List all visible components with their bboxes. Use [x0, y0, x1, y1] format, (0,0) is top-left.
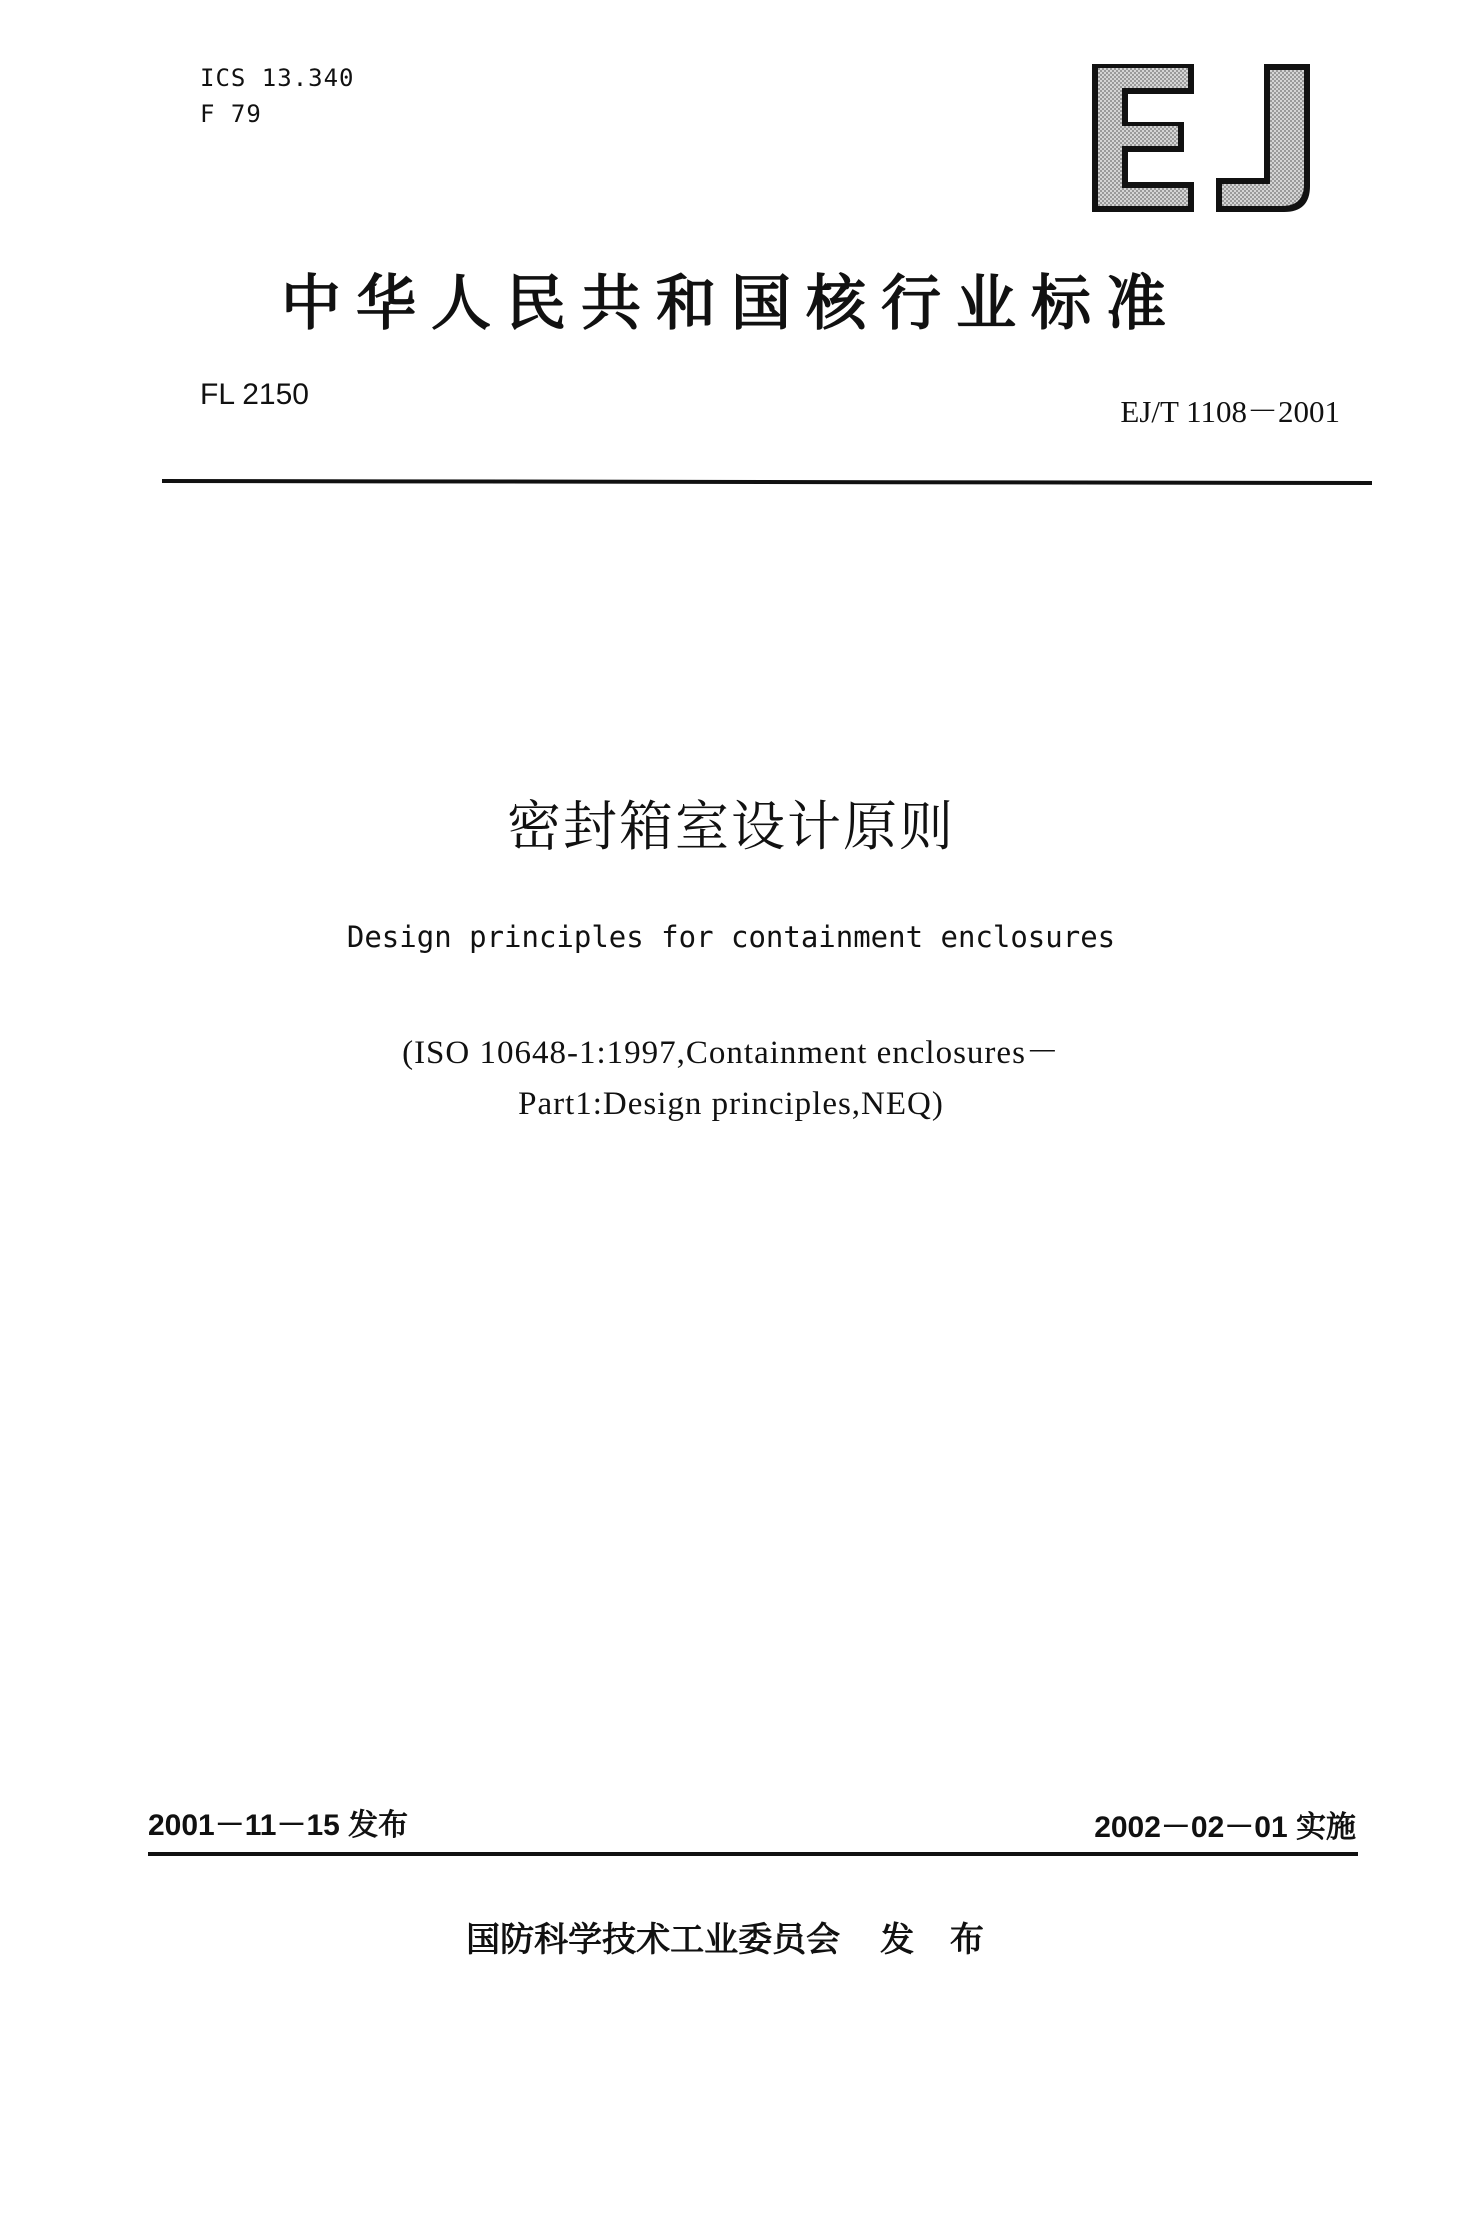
standard-code: EJ/T 1108－2001: [1120, 394, 1340, 429]
classification-code: F 79: [200, 100, 262, 128]
top-divider: [162, 479, 1372, 485]
standard-title: 中华人民共和国核行业标准: [281, 269, 1181, 339]
implementation-date: 2002－02－01 实施: [1094, 1811, 1356, 1844]
document-title-en: Design principles for containment enclosures: [346, 920, 1116, 954]
iso-reference-line-2: Part1:Design principles,NEQ): [518, 1086, 944, 1122]
publisher-name: 国防科学技术工业委员会: [466, 1920, 841, 1960]
ej-logo: [1088, 60, 1314, 216]
publish-action: 发 布: [880, 1920, 996, 1960]
ics-code: ICS 13.340: [200, 64, 355, 92]
filing-number: FL 2150: [200, 378, 309, 411]
issue-date: 2001－11－15 发布: [148, 1809, 409, 1842]
iso-reference-line-1: (ISO 10648-1:1997,Containment enclosures－: [402, 1035, 1060, 1071]
document-title-cn: 密封箱室设计原则: [507, 795, 955, 858]
publisher-line: [0, 1912, 1462, 1961]
bottom-divider: [148, 1852, 1358, 1856]
